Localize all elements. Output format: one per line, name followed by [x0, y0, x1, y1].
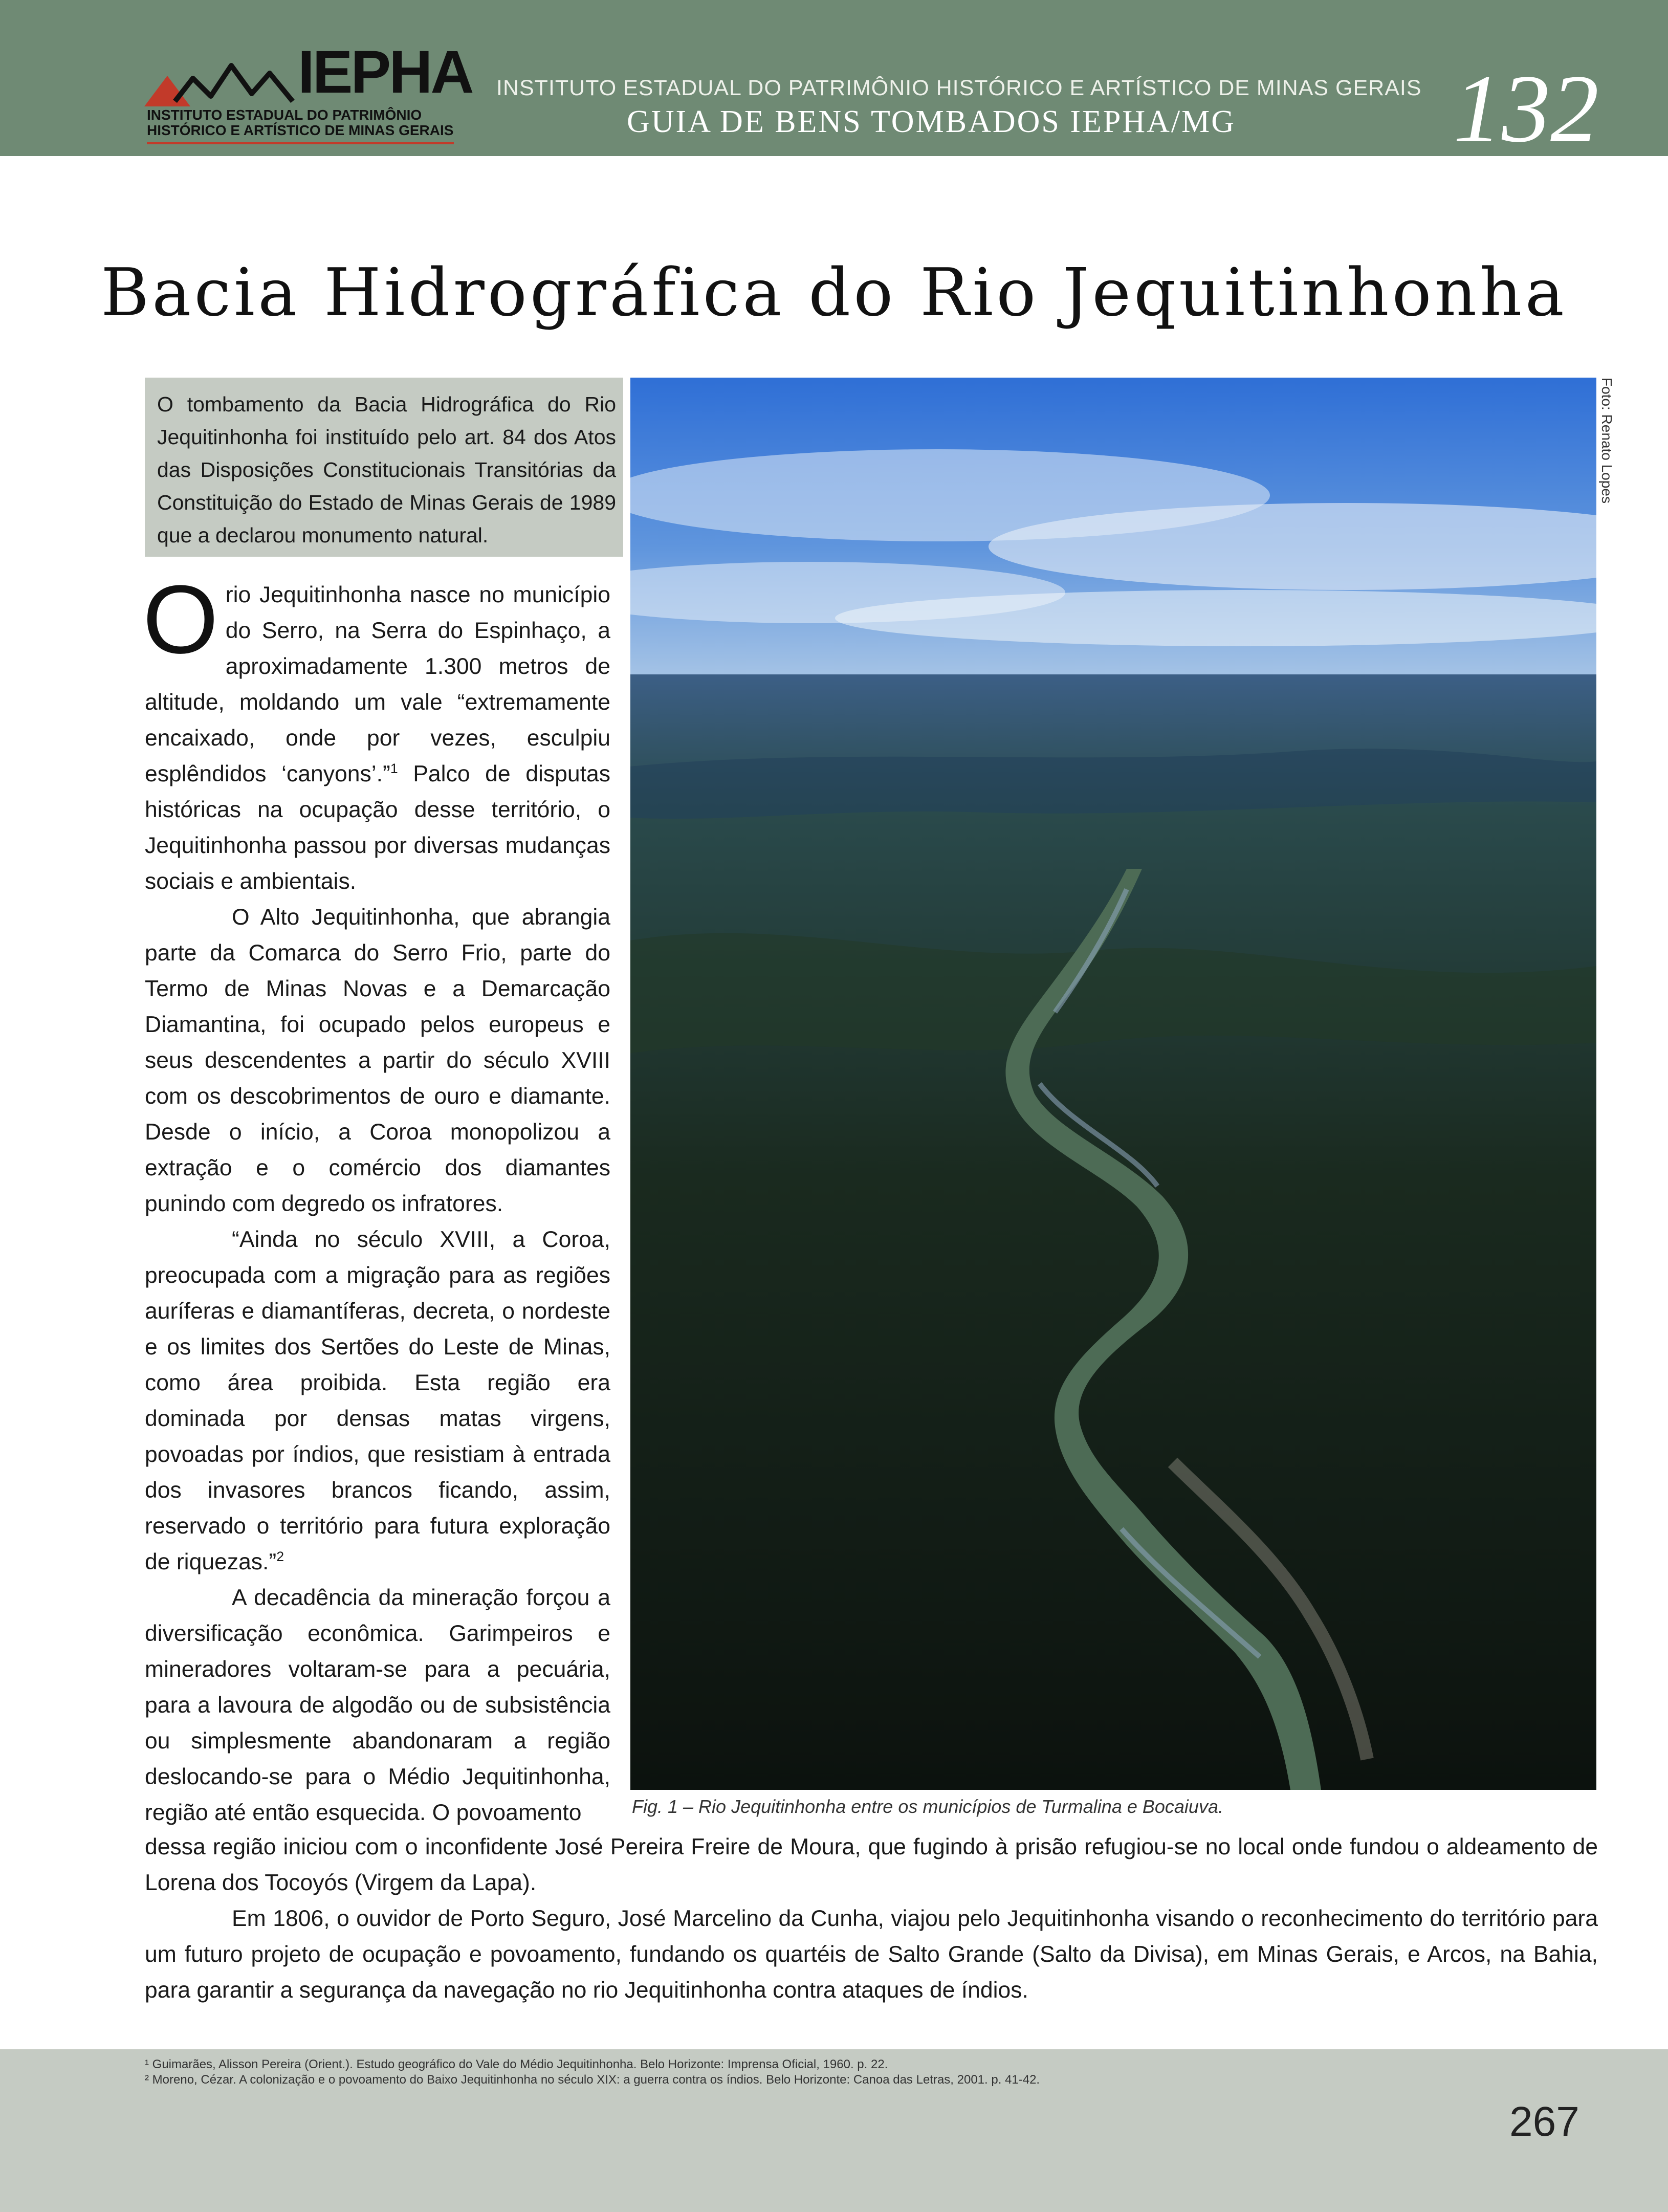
- paragraph-3: [145, 1222, 610, 1580]
- logo-wordmark: IEPHA: [298, 38, 472, 106]
- paragraph-1-text: rio Jequitinhonha nasce no município do Serro, na Serra do Espinhaço, a aproximadamente 1.300 metros de altitude, moldando um vale “extremamente encaixado, onde por vezes, esculpiu esplêndidos ‘canyons’.”: [145, 582, 610, 786]
- mountain-logo-icon: [144, 55, 308, 112]
- footnote-1: ¹ Guimarães, Alisson Pereira (Orient.). Estudo geográfico do Vale do Médio Jequitinhonha. Belo Horizonte: Imprensa Oficial, 1960. p. 22.: [145, 2057, 888, 2071]
- paragraph-2: O Alto Jequitinhonha, que abrangia parte da Comarca do Serro Frio, parte do Termo de Minas Novas e a Demarcação Diamantina, foi ocupado pelos europeus e seus descendentes a partir do século XVIII com os descobrimentos de ouro e diamante. Desde o início, a Coroa monopolizou a extração e o comércio dos diamantes punindo com degredo os infratores.: [145, 905, 610, 1216]
- paragraph-4: A decadência da mineração forçou a diversificação econômica. Garimpeiros e mineradores voltaram-se para a pecuária, para a lavoura de algodão ou de subsistência ou simplesmente abandonaram a região deslocando-se para o Médio Jequitinhonha, região até então esquecida. O povoamento: [145, 1585, 610, 1825]
- guide-title: GUIA DE BENS TOMBADOS IEPHA/MG: [627, 104, 1236, 139]
- full-width-text: [145, 1829, 1598, 2008]
- river-aerial-photo: [630, 378, 1596, 1790]
- sheet-number: 132: [1453, 55, 1599, 163]
- paragraph-1-text-cont: Palco de disputas históricas na ocupação desse território, o Jequitinhonha passou por diversas mudanças sociais e ambientais.: [145, 761, 610, 894]
- page-number: 267: [1509, 2098, 1579, 2145]
- paragraph-1: [143, 565, 610, 900]
- iepha-logo: [144, 38, 472, 147]
- river-photo-illustration: [630, 378, 1596, 1790]
- paragraph-5: Em 1806, o ouvidor de Porto Seguro, José Marcelino da Cunha, viajou pelo Jequitinhonha visando o reconhecimento do território para um futuro projeto de ocupação e povoamento, fundando os quartéis de Salto Grande (Salto da Divisa), em Minas Gerais, e Arcos, na Bahia, para garantir a segurança da navegação no rio Jequitinhonha contra ataques de índios.: [145, 1906, 1598, 2003]
- paragraph-3-text: “Ainda no século XVIII, a Coroa, preocupada com a migração para as regiões auríferas e diamantíferas, decreta, o nordeste e os limites dos Sertões do Leste de Minas, como área proibida. Esta região era dominada por densas matas virgens, povoadas por índios, que resistiam à entrada dos invasores brancos ficando, assim, reservado o território para futura exploração de riquezas.”: [145, 1227, 610, 1574]
- logo-underline: [147, 142, 454, 144]
- summary-box: O tombamento da Bacia Hidrográfica do Rio Jequitinhonha foi instituído pelo art. 84 dos Atos das Disposições Constitucionais Transitórias da Constituição do Estado de Minas Gerais de 1989 que a declarou monumento natural.: [145, 378, 623, 557]
- page-header: [0, 0, 1668, 163]
- body-column: [143, 565, 610, 1831]
- logo-subtitle-line-2: HISTÓRICO E ARTÍSTICO DE MINAS GERAIS: [147, 122, 454, 138]
- photo-caption: Fig. 1 – Rio Jequitinhonha entre os municípios de Turmalina e Bocaiuva.: [632, 1796, 1223, 1817]
- paragraph-4-continued: dessa região iniciou com o inconfidente José Pereira Freire de Moura, que fugindo à prisão refugiou-se no local onde fundou o aldeamento de Lorena dos Tocoyós (Virgem da Lapa).: [145, 1834, 1598, 1895]
- footnotes: [145, 2057, 1040, 2088]
- photo-credit: Foto: Renato Lopes: [1599, 378, 1615, 503]
- footnote-ref-2[interactable]: 2: [276, 1549, 284, 1565]
- footnote-ref-1[interactable]: 1: [390, 761, 398, 777]
- institute-name: INSTITUTO ESTADUAL DO PATRIMÔNIO HISTÓRICO E ARTÍSTICO DE MINAS GERAIS: [496, 76, 1422, 100]
- logo-subtitle: [147, 107, 453, 138]
- logo-subtitle-line-1: INSTITUTO ESTADUAL DO PATRIMÔNIO: [147, 107, 422, 123]
- page-title: Bacia Hidrográfica do Rio Jequitinhonha: [101, 255, 1567, 331]
- footnote-2: ² Moreno, Cézar. A colonização e o povoamento do Baixo Jequitinhonha no século XIX: a guerra contra os índios. Belo Horizonte: Canoa das Letras, 2001. p. 41-42.: [145, 2073, 1040, 2087]
- drop-cap: O: [143, 565, 218, 674]
